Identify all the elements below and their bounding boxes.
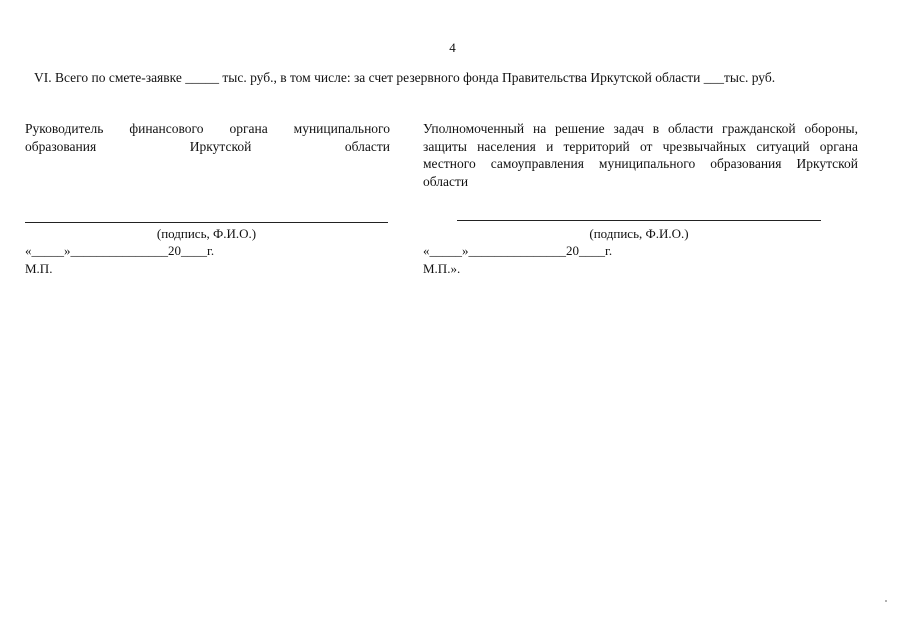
- left-signature-caption: (подпись, Ф.И.О.): [156, 226, 257, 241]
- left-date-line: «_____»_______________20____г.: [25, 243, 215, 258]
- left-signature-line: [25, 222, 388, 223]
- right-role-text: Уполномоченный на решение задач в области гражданской обороны, защиты населения и территорий от чрезвычайных ситуаций органа местного самоуправления муниципального образования Иркутской области: [423, 121, 858, 189]
- right-signature-line: [457, 220, 821, 221]
- left-stamp-label: М.П.: [25, 261, 53, 276]
- right-stamp-label: М.П.».: [423, 261, 461, 276]
- scan-speck: [885, 600, 887, 602]
- right-signature-block: [423, 120, 858, 208]
- left-role-text: Руководитель финансового органа муниципального образования Иркутской области: [25, 121, 390, 154]
- right-signature-caption: (подпись, Ф.И.О.): [589, 226, 689, 241]
- left-signature-block: [25, 120, 390, 173]
- page-number: 4: [449, 40, 456, 55]
- right-date-line: «_____»_______________20____г.: [423, 243, 613, 258]
- total-amount-line: VI. Всего по смете-заявке _____ тыс. руб., в том числе: за счет резервного фонда Правительства Иркутской области ___тыс. руб.: [34, 70, 776, 85]
